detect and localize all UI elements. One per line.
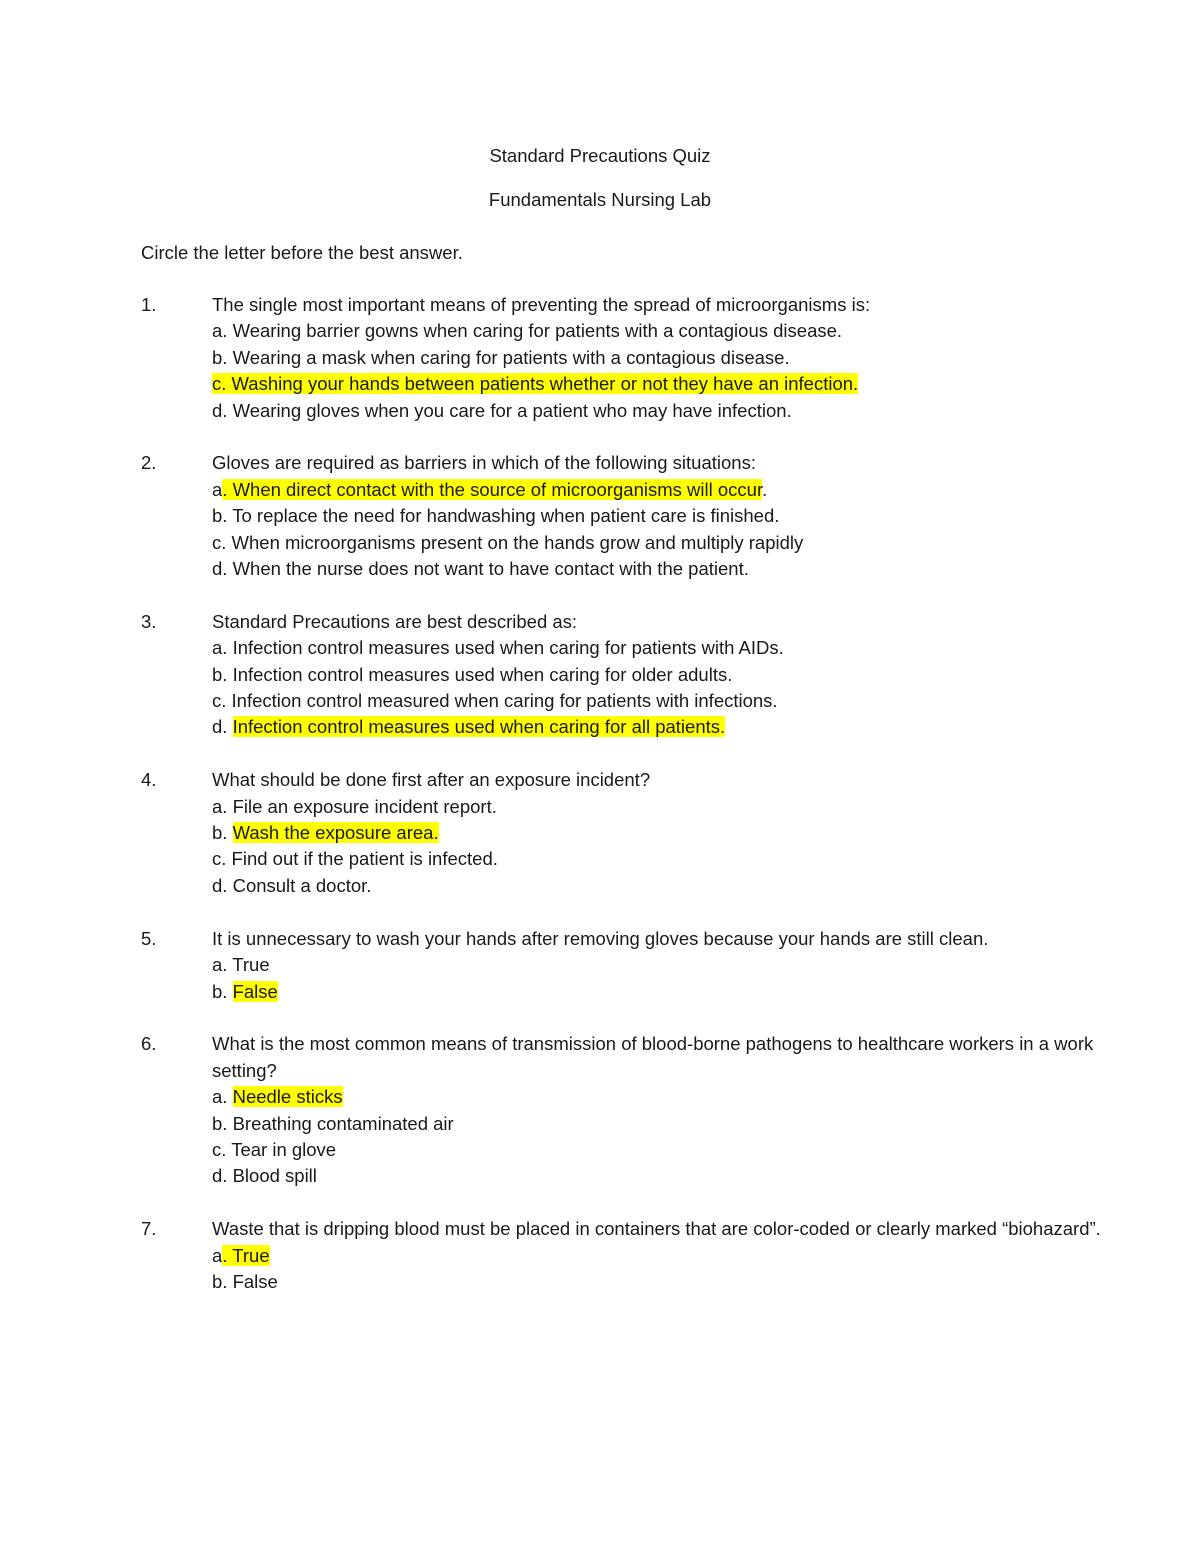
option-letter: d [212,558,223,580]
option-letter: a [212,637,223,659]
option-text: Infection control measured when caring for patients with infections. [231,690,778,712]
question-body [212,926,1101,1005]
option-text: Blood spill [232,1165,317,1187]
answer-option[interactable] [212,662,1101,688]
answer-option[interactable] [212,635,1101,661]
question-text: What is the most common means of transmission of blood-borne pathogens to healthcare workers in a work setting? [212,1033,1094,1081]
option-letter: b [212,1270,223,1292]
option-text: Infection control measures used when caring for patients with AIDs. [232,637,784,659]
answer-option[interactable] [212,873,1101,899]
question-text: What should be done first after an exposure incident? [212,769,651,791]
option-separator: . [222,822,233,844]
answer-option[interactable] [212,952,1101,978]
option-text: False [232,1270,278,1292]
answer-option[interactable] [212,371,1101,397]
document-subtitle: Fundamentals Nursing Lab [488,189,712,210]
option-separator: . [221,848,232,870]
question-number: 7. [141,1218,157,1240]
option-text: When microorganisms present on the hands grow and multiply rapidly [231,531,804,553]
answer-highlight [222,479,762,500]
option-separator: . [221,373,232,395]
option-separator: . [221,690,232,712]
question-body [212,767,1101,899]
option-separator: . [222,505,233,527]
question-item [141,450,1101,582]
question-body [212,609,1101,741]
answer-option[interactable] [212,794,1101,820]
option-letter: a [212,1086,223,1108]
answer-option[interactable] [212,398,1101,424]
question-item [141,926,1101,1005]
option-separator: . [222,1165,233,1187]
option-letter: d [212,716,223,738]
answer-highlight-text: Infection control measures used when caring for all patients. [232,716,726,738]
option-letter: d [212,1165,223,1187]
answer-option[interactable] [212,503,1101,529]
option-trailing-period: . [762,478,768,500]
option-letter: a [212,795,223,817]
option-text: Wearing barrier gowns when caring for patients with a contagious disease. [232,320,843,342]
option-text: File an exposure incident report. [232,795,497,817]
option-text: Infection control measures used when caring for older adults. [232,663,733,685]
option-separator: . [222,663,233,685]
answer-highlight [212,373,858,394]
answer-option[interactable] [212,530,1101,556]
option-separator: . [222,637,233,659]
answer-option[interactable] [212,556,1101,582]
option-separator: . [222,954,233,976]
option-separator: . [222,558,233,580]
question-item [141,609,1101,741]
option-letter: a [212,954,223,976]
option-separator: . [222,874,233,896]
question-text: The single most important means of preventing the spread of microorganisms is: [212,294,871,315]
option-separator: . [222,1270,233,1292]
option-letter: c [212,373,222,395]
option-separator: . [222,346,233,368]
question-text: Waste that is dripping blood must be placed in containers that are color-coded or clearly marked “biohazard”. [212,1218,1101,1240]
option-separator: . [222,1086,233,1108]
answer-option[interactable] [212,318,1101,344]
option-text: To replace the need for handwashing when patient care is finished. [232,505,780,527]
answer-option[interactable] [212,1111,1101,1137]
question-text: It is unnecessary to wash your hands after removing gloves because your hands are still clean. [212,927,989,949]
question-number: 6. [141,1033,157,1055]
option-separator: . [221,1138,232,1160]
option-letter: c [212,531,222,553]
question-number: 4. [141,769,157,791]
option-text: Breathing contaminated air [232,1112,454,1134]
option-letter: d [212,399,223,421]
answer-option[interactable] [212,820,1101,846]
option-separator: . [222,1112,233,1134]
option-separator: . [222,399,233,421]
option-text: Washing your hands between patients whether or not they have an infection. [231,373,859,395]
question-number: 2. [141,452,157,474]
question-item [141,292,1101,424]
option-letter: a [212,478,223,500]
question-body [212,292,1101,424]
option-text: Wearing a mask when caring for patients with a contagious disease. [232,346,790,368]
option-letter: c [212,1138,222,1160]
question-item [141,1216,1101,1295]
question-item [141,767,1101,899]
question-text: Standard Precautions are best described as: [212,610,578,632]
option-letter: c [212,848,222,870]
option-text: Consult a doctor. [232,874,372,896]
option-separator: . [222,795,233,817]
option-letter: b [212,346,223,368]
option-separator: . [222,1244,233,1266]
option-letter: b [212,505,223,527]
option-text: When direct contact with the source of microorganisms will occur [232,478,763,500]
option-letter: a [212,1244,223,1266]
option-letter: b [212,663,223,685]
question-body [212,1216,1101,1295]
option-separator: . [222,320,233,342]
option-text: True [232,1244,270,1266]
question-body [212,1031,1101,1189]
question-number: 5. [141,927,157,949]
question-text: Gloves are required as barriers in which of the following situations: [212,452,756,474]
option-letter: a [212,320,223,342]
option-text: When the nurse does not want to have contact with the patient. [232,558,749,580]
option-separator: . [222,478,233,500]
question-body [212,450,1101,582]
document-title: Standard Precautions Quiz [489,145,711,166]
answer-highlight [222,1245,269,1266]
answer-highlight-text: False [232,980,278,1002]
option-letter: b [212,980,223,1002]
option-separator: . [222,716,233,738]
option-separator: . [221,531,232,553]
question-number: 1. [141,294,157,315]
instruction-text: Circle the letter before the best answer. [141,242,463,263]
option-letter: b [212,1112,223,1134]
answer-option[interactable] [212,345,1101,371]
answer-option[interactable] [212,1137,1101,1163]
option-letter: c [212,690,222,712]
question-number: 3. [141,610,157,632]
option-text: True [232,954,270,976]
answer-option[interactable] [212,1269,1101,1295]
option-text: Tear in glove [231,1138,337,1160]
answer-option[interactable] [212,714,1101,740]
answer-option[interactable] [212,846,1101,872]
answer-highlight-text: Needle sticks [232,1086,343,1108]
question-item [141,1031,1101,1189]
answer-option[interactable] [212,1084,1101,1110]
option-text: Find out if the patient is infected. [231,848,498,870]
answer-option[interactable] [212,1163,1101,1189]
option-separator: . [222,980,233,1002]
option-letter: d [212,874,223,896]
option-letter: b [212,822,223,844]
question-list [141,292,1101,1322]
option-text: Wearing gloves when you care for a patient who may have infection. [232,399,792,421]
answer-option[interactable] [212,979,1101,1005]
answer-highlight-text: Wash the exposure area. [232,822,439,844]
answer-option[interactable] [212,688,1101,714]
answer-option[interactable] [212,1243,1101,1269]
answer-option[interactable] [212,477,1101,503]
